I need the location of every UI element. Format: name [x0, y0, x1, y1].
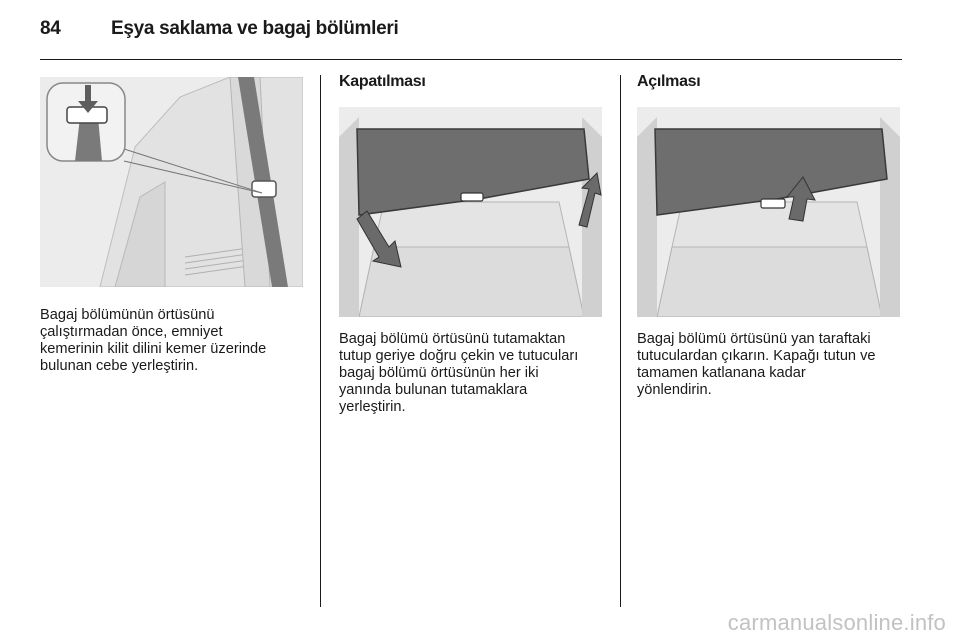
watermark: carmanualsonline.info: [727, 610, 946, 635]
instruction-text-belt: Bagaj bölümünün örtüsünü çalıştırmadan önce, emniyet kemerinin kilit dilini kemer üzerinde bulunan cebe yerleştirin.: [40, 307, 267, 374]
section-heading-opening: Açılması: [637, 73, 701, 90]
seat-belt-tongue-illustration: [40, 77, 303, 287]
figure-seat-belt: [40, 77, 303, 287]
page-title: Eşya saklama ve bagaj bölümleri: [111, 18, 399, 39]
cover-opening-illustration: [637, 107, 900, 317]
figure-cover-opening: [637, 107, 900, 317]
instruction-text-closing: Bagaj bölümü örtüsünü tutamaktan tutup geriye doğru çekin ve tutucuları bagaj bölümü örtüsünün her iki yanında bulunan tutamaklara yerleştirin.: [339, 331, 579, 415]
cover-closing-illustration: [339, 107, 602, 317]
column-divider: [620, 75, 621, 607]
page-number: 84: [40, 18, 61, 39]
header-rule: [40, 59, 902, 60]
column-divider: [320, 75, 321, 607]
section-heading-closing: Kapatılması: [339, 73, 426, 90]
instruction-text-opening: Bagaj bölümü örtüsünü yan taraftaki tutuculardan çıkarın. Kapağı tutun ve tamamen katlanana kadar yönlendirin.: [637, 331, 876, 398]
figure-cover-closing: [339, 107, 602, 317]
